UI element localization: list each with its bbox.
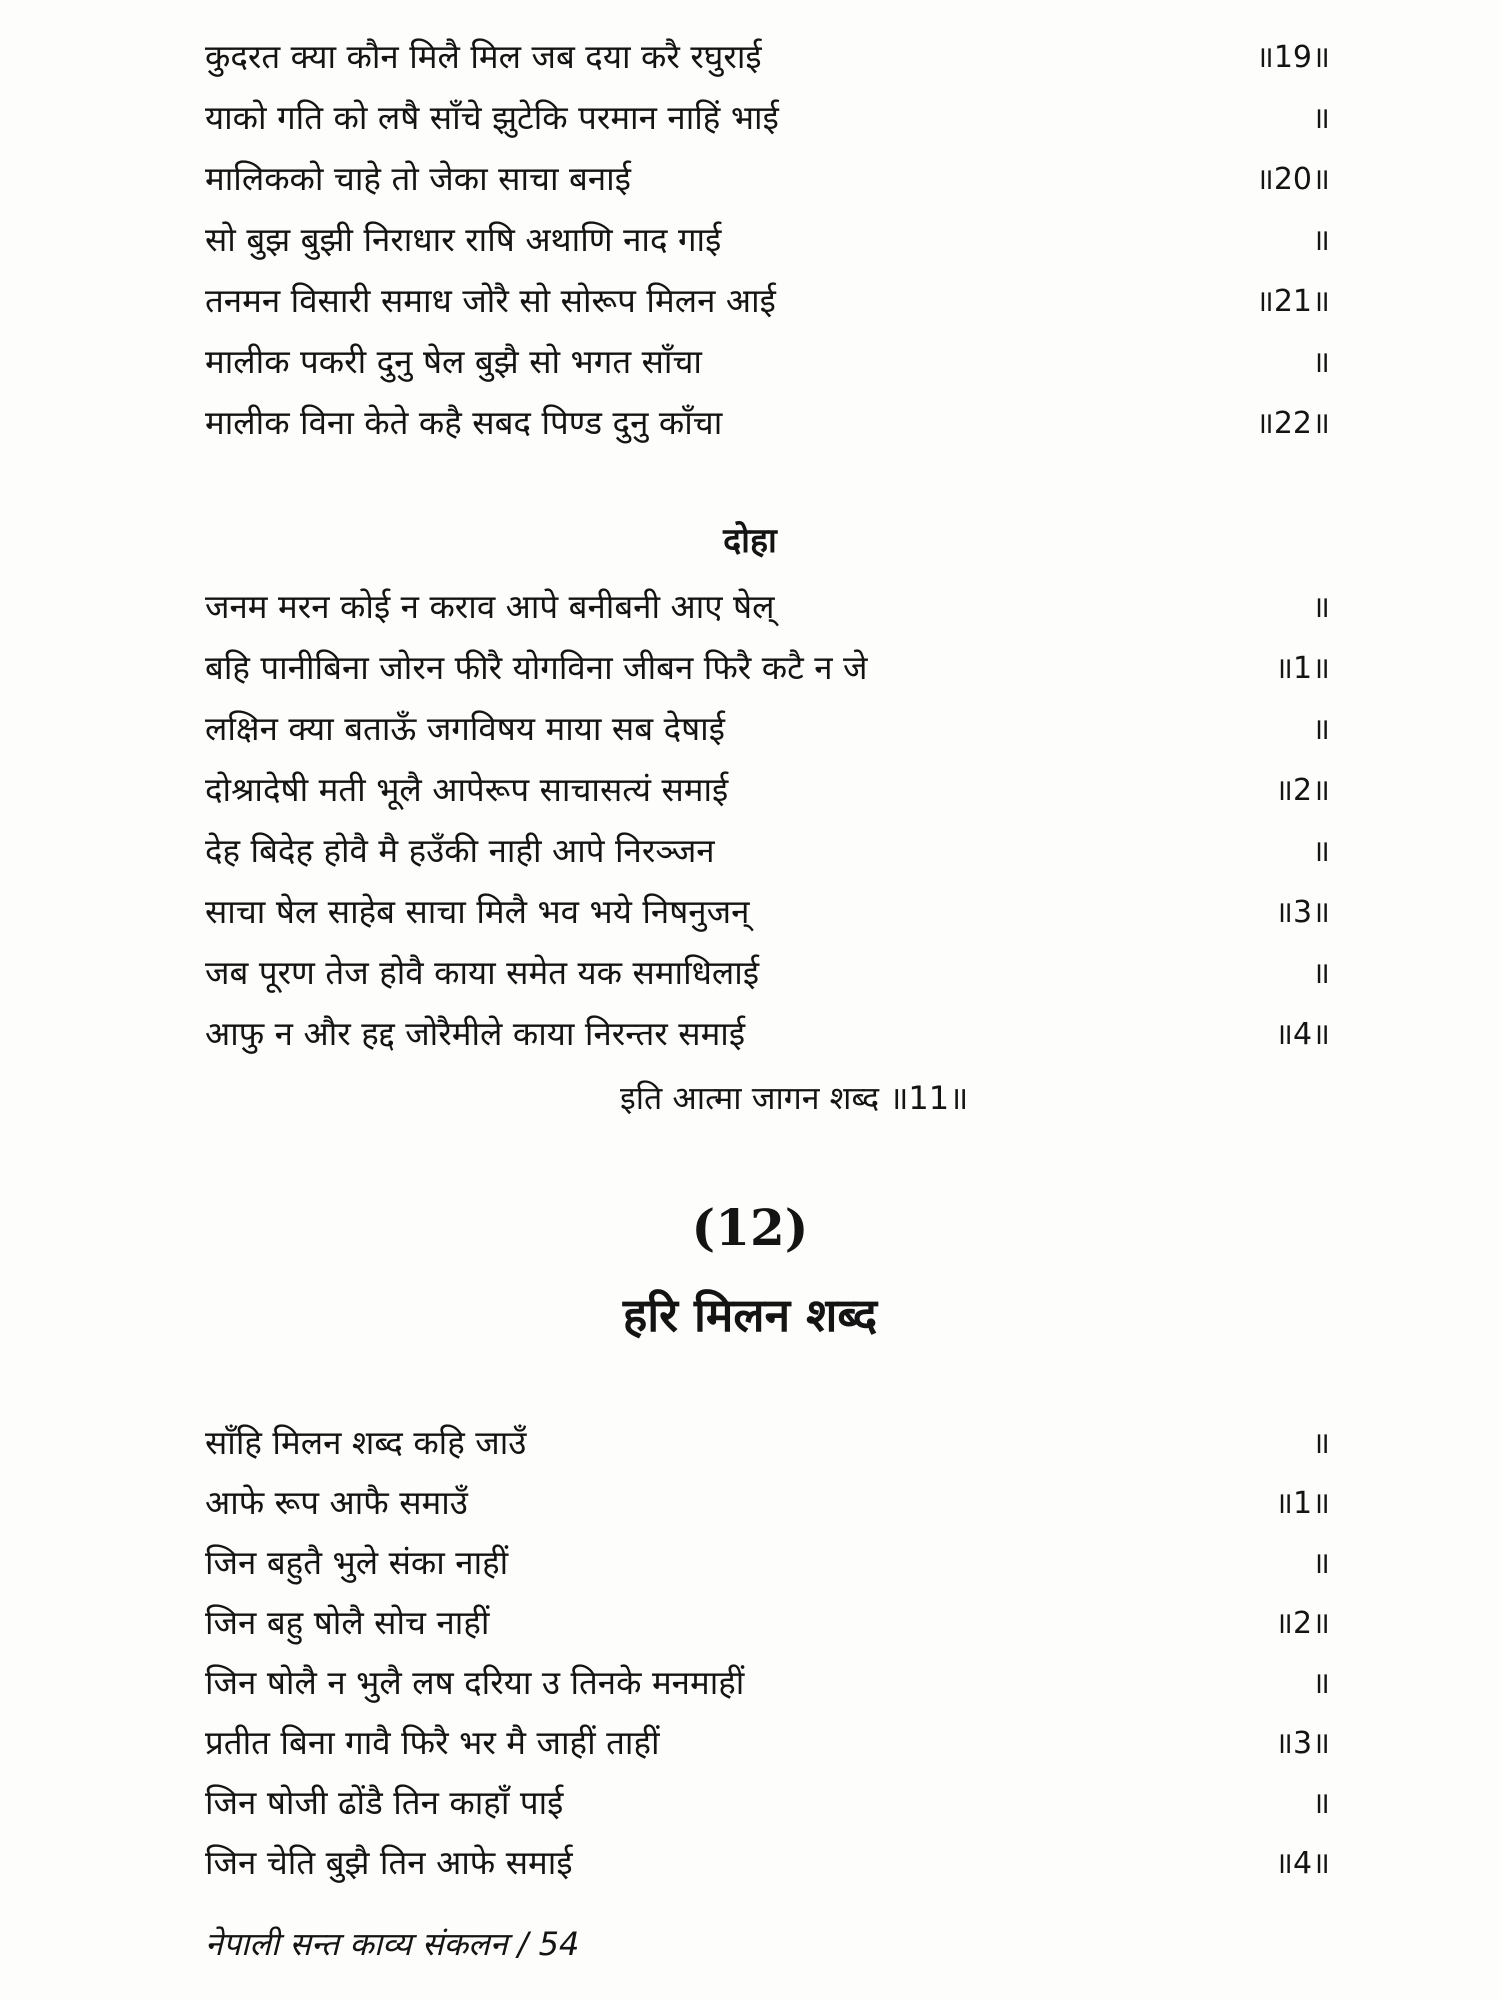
doha-text: देह बिदेह होवै मै हउँकी नाही आपे निरञ्जन: [205, 830, 715, 870]
verse-text: साँहि मिलन शब्द कहि जाउँ: [205, 1422, 527, 1462]
verse-text: मालीक विना केते कहै सबद पिण्ड दुनु काँचा: [205, 402, 723, 442]
doha-number: ॥: [1312, 711, 1330, 747]
verse-number: ॥: [1312, 1545, 1330, 1581]
doha-line: [205, 940, 1330, 1002]
section-title: हरि मिलन शब्द: [622, 1288, 878, 1342]
verse-line: [205, 1650, 1330, 1712]
verse-line: [205, 1770, 1330, 1832]
doha-text: बहि पानीबिना जोरन फीरै योगविना जीबन फिरै कटै न जे: [205, 647, 868, 687]
verse-line: [205, 1410, 1330, 1472]
verse-line: [205, 1830, 1330, 1892]
verse-number: ॥: [1312, 344, 1330, 380]
doha-text: जब पूरण तेज होवै काया समेत यक समाधिलाई: [205, 952, 760, 992]
doha-line: [205, 879, 1330, 941]
verse-line: [205, 329, 1330, 391]
verse-text: आफे रूप आफै समाउँ: [205, 1482, 468, 1522]
verse-line: [205, 1590, 1330, 1652]
doha-line: [205, 1001, 1330, 1063]
verse-number: ॥4॥: [1274, 1845, 1330, 1881]
doha-number: ॥2॥: [1274, 772, 1330, 808]
doha-text: जनम मरन कोई न कराव आपे बनीबनी आए षेल्: [205, 586, 775, 626]
verse-number: ॥: [1312, 100, 1330, 136]
doha-text: साचा षेल साहेब साचा मिलै भव भये निषनुजन्: [205, 891, 750, 931]
verse-line: [205, 268, 1330, 330]
doha-line: [205, 635, 1330, 697]
verse-number: ॥21॥: [1255, 283, 1330, 319]
verse-number: ॥: [1312, 1785, 1330, 1821]
verse-line: [205, 1710, 1330, 1772]
doha-text: लक्षिन क्या बताऊँ जगविषय माया सब देषाई: [205, 708, 725, 748]
verse-text: जिन चेति बुझै तिन आफे समाई: [205, 1842, 573, 1882]
verse-text: जिन बहुतै भुले संका नाहीं: [205, 1542, 509, 1582]
verse-line: [205, 85, 1330, 147]
doha-number: ॥1॥: [1274, 650, 1330, 686]
verse-number: ॥1॥: [1274, 1485, 1330, 1521]
verse-number: ॥2॥: [1274, 1605, 1330, 1641]
doha-text: आफु न और हद्द जोरैमीले काया निरन्तर समाई: [205, 1013, 746, 1053]
doha-line: [205, 757, 1330, 819]
doha-number: ॥: [1312, 833, 1330, 869]
doha-line: [205, 574, 1330, 636]
verse-number: ॥: [1312, 1665, 1330, 1701]
verse-line: [205, 1470, 1330, 1532]
doha-number: ॥3॥: [1274, 894, 1330, 930]
page-footer: नेपाली सन्त काव्य संकलन / 54: [205, 1925, 580, 1963]
doha-heading: दोहा: [723, 521, 777, 561]
verse-text: मालीक पकरी दुनु षेल बुझै सो भगत साँचा: [205, 341, 702, 381]
doha-number: ॥4॥: [1274, 1016, 1330, 1052]
verse-text: कुदरत क्या कौन मिलै मिल जब दया करै रघुराई: [205, 36, 762, 76]
colophon: इति आत्मा जागन शब्द ॥11॥: [620, 1079, 969, 1117]
section-number: (12): [691, 1198, 809, 1257]
verse-number: ॥19॥: [1255, 39, 1330, 75]
verse-number: ॥20॥: [1255, 161, 1330, 197]
verse-text: सो बुझ बुझी निराधार राषि अथाणि नाद गाई: [205, 219, 722, 259]
verse-line: [205, 390, 1330, 452]
verse-number: ॥: [1312, 222, 1330, 258]
doha-text: दोश्रादेषी मती भूलै आपेरूप साचासत्यं समाई: [205, 769, 729, 809]
verse-line: [205, 207, 1330, 269]
doha-line: [205, 818, 1330, 880]
verse-text: मालिकको चाहे तो जेका साचा बनाई: [205, 158, 631, 198]
verse-text: जिन षोलै न भुलै लष दरिया उ तिनके मनमाहीं: [205, 1662, 745, 1702]
doha-number: ॥: [1312, 589, 1330, 625]
doha-line: [205, 696, 1330, 758]
verse-text: याको गति को लषै साँचे झुटेकि परमान नाहिं भाई: [205, 97, 779, 137]
verse-number: ॥: [1312, 1425, 1330, 1461]
verse-text: जिन षोजी ढोंडै तिन काहाँ पाई: [205, 1782, 564, 1822]
verse-number: ॥22॥: [1255, 405, 1330, 441]
verse-number: ॥3॥: [1274, 1725, 1330, 1761]
verse-line: [205, 24, 1330, 86]
verse-text: तनमन विसारी समाध जोरै सो सोरूप मिलन आई: [205, 280, 776, 320]
verse-text: प्रतीत बिना गावै फिरै भर मै जाहीं ताहीं: [205, 1722, 660, 1762]
verse-line: [205, 146, 1330, 208]
doha-number: ॥: [1312, 955, 1330, 991]
verse-line: [205, 1530, 1330, 1592]
verse-text: जिन बहु षोलै सोच नाहीं: [205, 1602, 490, 1642]
